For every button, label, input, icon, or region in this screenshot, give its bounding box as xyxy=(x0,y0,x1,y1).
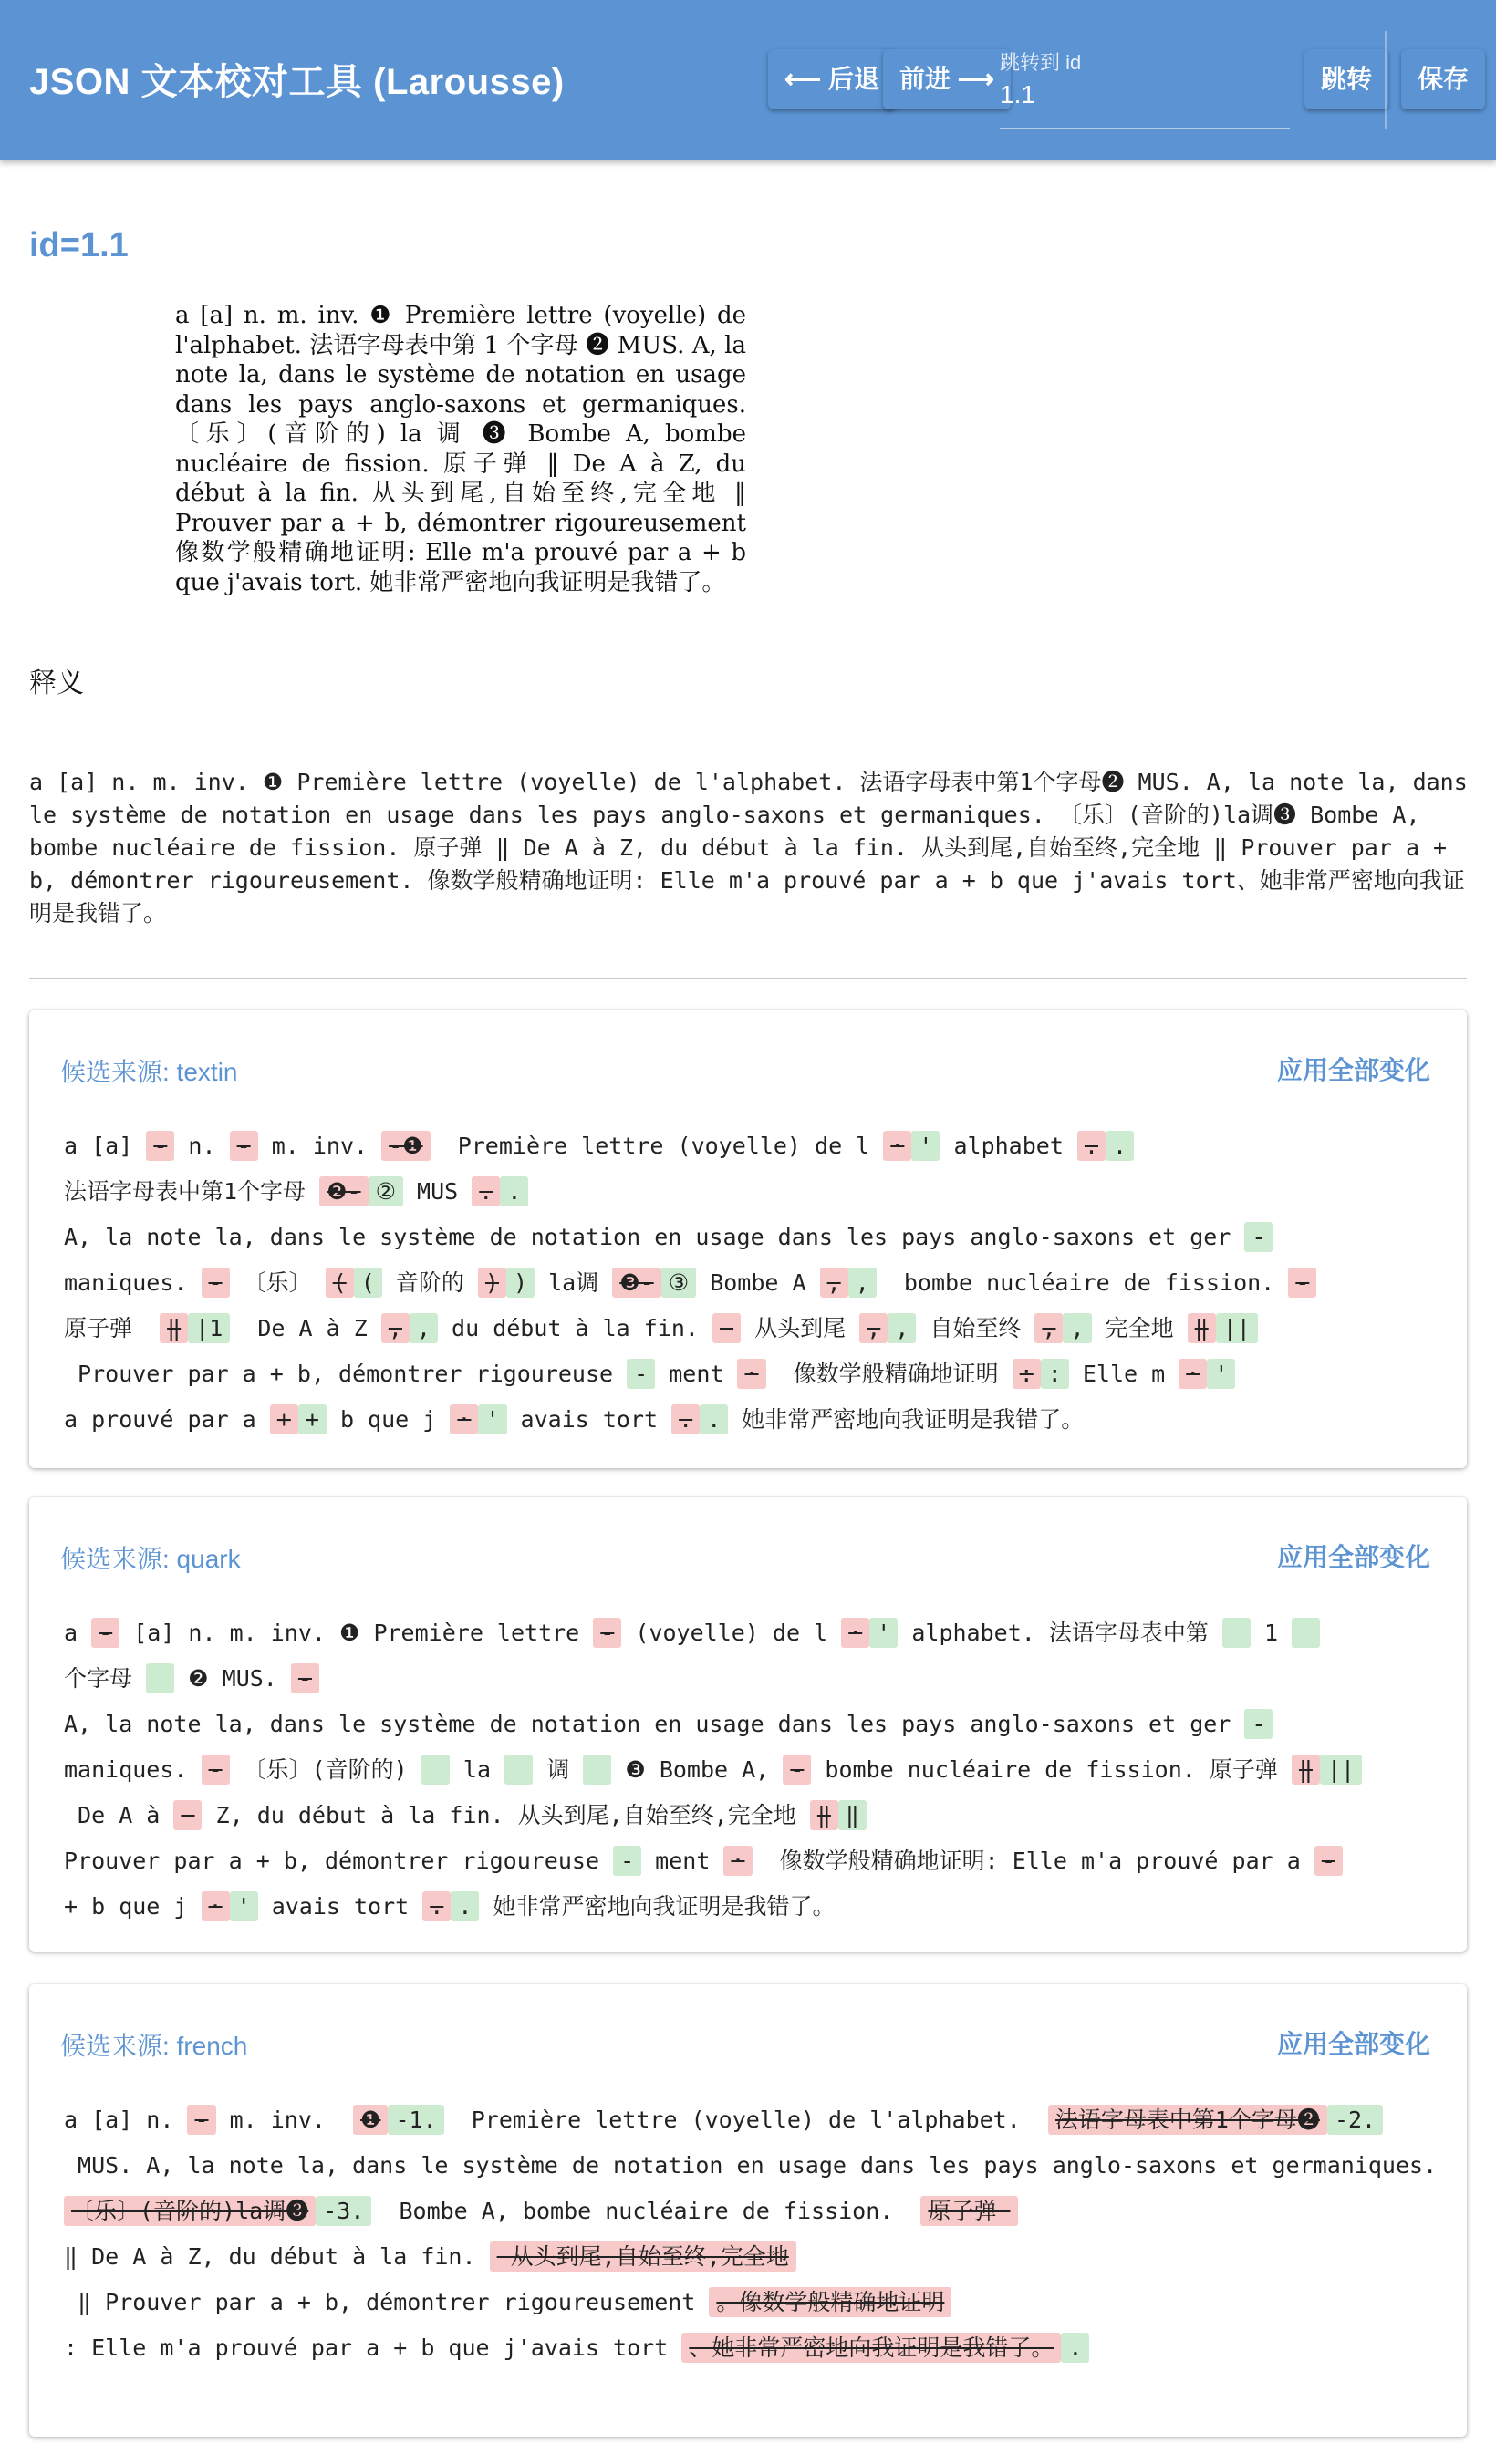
diff-insertion: ③ xyxy=(661,1268,696,1298)
diff-insertion: - xyxy=(613,1846,641,1876)
diff-deletion: , xyxy=(820,1268,848,1298)
diff-insertion: ' xyxy=(230,1891,258,1921)
diff-deletion: · xyxy=(1179,1359,1207,1389)
diff-text: du début à la fin. xyxy=(437,1315,713,1341)
diff-line xyxy=(64,1306,1432,1351)
diff-line xyxy=(64,1838,1432,1884)
diff-insertion: , xyxy=(848,1268,877,1298)
diff-insertion xyxy=(146,1663,174,1693)
diff-line xyxy=(64,1123,1432,1169)
diff-deletion: ❶ xyxy=(353,2105,388,2135)
diff-insertion: ' xyxy=(478,1404,506,1434)
candidate-card-quark xyxy=(29,1497,1467,1952)
diff-deletion: , xyxy=(1034,1313,1063,1343)
diff-text: 个字母 xyxy=(64,1665,147,1692)
diff-deletion: ( xyxy=(326,1268,354,1298)
diff-insertion: || xyxy=(1216,1313,1258,1343)
diff-deletion: 法语字母表中第1个字母❷ xyxy=(1048,2105,1327,2135)
diff-deletion: - xyxy=(783,1755,811,1785)
diff-insertion: , xyxy=(888,1313,916,1343)
definition-section-label: 释义 xyxy=(29,668,84,699)
diff-text: 1 xyxy=(1250,1620,1293,1646)
diff-insertion xyxy=(504,1755,533,1785)
diff-line xyxy=(64,2189,1432,2234)
diff-insertion: ' xyxy=(1207,1359,1235,1389)
diff-line xyxy=(64,1351,1432,1397)
diff-text: Prouver par a + b, démontrer rigoureuse xyxy=(64,1848,614,1874)
diff-insertion: ② xyxy=(369,1176,403,1206)
diff-insertion: , xyxy=(1063,1313,1091,1343)
diff-line xyxy=(64,1656,1432,1702)
diff-insertion: |1 xyxy=(188,1313,230,1343)
diff-text: ment xyxy=(641,1848,724,1874)
diff-line xyxy=(64,1884,1432,1930)
diff-text: 法语字母表中第1个字母 xyxy=(64,1178,320,1205)
diff-text: m. inv. xyxy=(257,1133,382,1159)
diff-insertion: . xyxy=(700,1404,728,1434)
diff-text: 调 xyxy=(533,1756,584,1783)
diff-deletion: 〔乐〕(音阶的)la调❸ xyxy=(64,2196,316,2226)
diff-insertion: + xyxy=(298,1404,327,1434)
diff-text: ‖ Prouver par a + b, démontrer rigoureusement xyxy=(64,2289,710,2315)
diff-insertion: ( xyxy=(354,1268,382,1298)
diff-deletion: + xyxy=(270,1404,298,1434)
diff-line xyxy=(64,1747,1432,1793)
candidate-card-french xyxy=(29,1984,1467,2437)
diff-deletion: 原子弹 xyxy=(920,2196,1017,2226)
diff-text: ment xyxy=(655,1361,738,1387)
diff-insertion: ' xyxy=(869,1618,898,1648)
diff-deletion: - xyxy=(291,1663,319,1693)
diff-deletion: ) xyxy=(478,1268,506,1298)
header-divider xyxy=(1385,31,1387,129)
diff-insertion: - xyxy=(1244,1222,1273,1252)
diff-deletion: . xyxy=(671,1404,700,1434)
diff-text: Elle m xyxy=(1068,1361,1179,1387)
diff-insertion: - xyxy=(1244,1709,1273,1739)
diff-deletion: - xyxy=(202,1755,230,1785)
app-title: JSON 文本校对工具 (Larousse) xyxy=(29,62,565,102)
diff-insertion: -1. xyxy=(388,2105,443,2135)
diff-line xyxy=(64,2280,1432,2325)
diff-deletion: ‖ xyxy=(810,1800,838,1830)
diff-deletion: ‖ xyxy=(160,1313,188,1343)
diff-text: De A à xyxy=(64,1802,174,1828)
diff-text: avais tort xyxy=(257,1893,423,1920)
diff-text: 从头到尾 xyxy=(741,1315,860,1341)
candidate-source-label: 候选来源: french xyxy=(60,2032,248,2060)
diff-insertion: -2. xyxy=(1327,2105,1383,2135)
diff-deletion: · xyxy=(723,1846,752,1876)
diff-insertion: . xyxy=(1106,1131,1134,1161)
diff-text: Z, du début à la fin. 从头到尾,自始至终,完全地 xyxy=(202,1802,810,1828)
diff-text: avais tort xyxy=(506,1406,672,1433)
diff-deletion: , xyxy=(859,1313,888,1343)
diff-text: 原子弹 xyxy=(64,1315,161,1341)
diff-line xyxy=(64,2234,1432,2280)
diff-deletion: · xyxy=(202,1891,230,1921)
candidate-diff xyxy=(64,1123,1432,1443)
diff-text: 她非常严密地向我证明是我错了。 xyxy=(728,1406,1085,1433)
diff-insertion: ' xyxy=(911,1131,940,1161)
diff-deletion: ‖ xyxy=(1292,1755,1320,1785)
diff-insertion: : xyxy=(1041,1359,1069,1389)
diff-text: 〔乐〕 xyxy=(229,1269,326,1296)
diff-deletion: ‖ xyxy=(1188,1313,1216,1343)
diff-line xyxy=(64,1397,1432,1443)
diff-line xyxy=(64,2143,1438,2189)
diff-insertion xyxy=(583,1755,611,1785)
diff-text: MUS. A, la note la, dans le système de notation en usage dans les pays anglo-saxons et germaniques. xyxy=(64,2152,1438,2179)
diff-deletion: · xyxy=(841,1618,869,1648)
diff-insertion: , xyxy=(410,1313,438,1343)
diff-text: ❸ Bombe A, xyxy=(611,1756,784,1783)
diff-text: bombe nucléaire de fission. 原子弹 xyxy=(811,1756,1292,1783)
diff-text: ‖ De A à Z, du début à la fin. xyxy=(64,2243,490,2270)
diff-deletion: ❸- xyxy=(612,1268,660,1298)
jump-to-id-input[interactable]: 1.1 xyxy=(1000,80,1035,109)
diff-text: 自始至终 xyxy=(916,1315,1035,1341)
diff-text: (voyelle) de l xyxy=(621,1620,842,1646)
candidate-card-textin xyxy=(29,1010,1467,1468)
diff-deletion: - xyxy=(173,1800,202,1830)
diff-insertion: || xyxy=(1320,1755,1362,1785)
diff-text: + b que j xyxy=(64,1893,202,1920)
diff-insertion xyxy=(421,1755,450,1785)
diff-deletion: - xyxy=(1314,1846,1343,1876)
diff-text: Première lettre (voyelle) de l xyxy=(430,1133,884,1159)
record-id-title: id=1.1 xyxy=(29,226,129,264)
diff-deletion: 、她非常严密地向我证明是我错了。 xyxy=(681,2333,1061,2363)
diff-text: la xyxy=(449,1756,505,1783)
jump-to-id-label: 跳转到 id xyxy=(1000,51,1082,74)
diff-text: la调 xyxy=(535,1269,613,1296)
candidate-source-label: 候选来源: textin xyxy=(60,1058,238,1086)
diff-text: n. xyxy=(174,1133,230,1159)
diff-line xyxy=(64,1169,1432,1215)
diff-deletion: - xyxy=(202,1268,230,1298)
forward-button[interactable]: 前进 ⟶ xyxy=(883,49,1011,109)
diff-text: maniques. xyxy=(64,1269,202,1296)
diff-text: [a] n. m. inv. ❶ Première lettre xyxy=(119,1620,594,1646)
diff-deletion: - xyxy=(712,1313,741,1343)
diff-text: : Elle m'a prouvé par a + b que j'avais tort xyxy=(64,2335,682,2361)
diff-insertion: . xyxy=(1061,2333,1089,2363)
diff-deletion: : xyxy=(1013,1359,1041,1389)
jump-button[interactable]: 跳转 xyxy=(1304,49,1388,109)
diff-deletion: . xyxy=(422,1891,451,1921)
diff-text: Première lettre (voyelle) de l'alphabet. xyxy=(443,2107,1048,2133)
diff-text: bombe nucléaire de fission. xyxy=(876,1269,1289,1296)
textarea-underline xyxy=(29,978,1467,979)
diff-deletion: - xyxy=(146,1131,174,1161)
diff-line xyxy=(64,1215,1432,1260)
diff-line xyxy=(64,1702,1432,1747)
diff-insertion: ) xyxy=(506,1268,535,1298)
diff-deletion: · xyxy=(737,1359,765,1389)
diff-deletion: - xyxy=(230,1131,258,1161)
apply-all-changes-button[interactable]: 应用全部变化 xyxy=(1276,2030,1430,2058)
diff-insertion: -3. xyxy=(316,2196,371,2226)
diff-text: a prouvé par a xyxy=(64,1406,270,1433)
diff-text: 〔乐〕(音阶的) xyxy=(229,1756,421,1783)
candidate-source-label: 候选来源: quark xyxy=(60,1545,241,1573)
diff-text: MUS xyxy=(403,1178,473,1205)
diff-text: A, la note la, dans le système de notation en usage dans les pays anglo-saxons et ger xyxy=(64,1711,1245,1737)
back-button[interactable]: ⟵ 后退 xyxy=(768,49,896,109)
diff-insertion: ‖ xyxy=(838,1800,867,1830)
diff-insertion xyxy=(1222,1618,1251,1648)
diff-deletion: . xyxy=(472,1176,500,1206)
save-button[interactable]: 保存 xyxy=(1401,49,1485,109)
diff-line xyxy=(64,1793,1432,1838)
diff-deletion: 。像数学般精确地证明 xyxy=(709,2287,951,2317)
diff-deletion: . xyxy=(1077,1131,1106,1161)
diff-line xyxy=(64,2097,1432,2143)
diff-deletion: - xyxy=(1288,1268,1316,1298)
definition-textarea[interactable]: a [a] n. m. inv. ❶ Première lettre (voyelle) de l'alphabet. 法语字母表中第1个字母❷ MUS. A, la note la, dans le système de notation en usage dans les pays anglo-saxons et germaniques. 〔乐〕(音阶的)la调❸ Bombe A, bombe nucléaire de fission. 原子弹 ‖ De A à Z, du début à la fin. 从头到尾,自始至终,完全地 ‖ Prouver par a + b, démontrer rigoureusement. 像数学般精确地证明: Elle m'a prouvé par a + b que j'avais tort、她非常严密地向我证明是我错了。 xyxy=(29,769,1468,927)
diff-text: ❷ MUS. xyxy=(174,1665,291,1692)
diff-text: 音阶的 xyxy=(381,1269,478,1296)
diff-text: a [a] xyxy=(64,1133,147,1159)
diff-deletion: - xyxy=(593,1618,621,1648)
dictionary-scan-image: a [a] n. m. inv. ❶ Première lettre (voyelle) de l'alphabet. 法语字母表中第 1 个字母 ❷ MUS. A, la note la, dans le système de notation en usage dans les pays anglo-saxons et germaniques. 〔乐〕(音阶的) la 调 ❸ Bombe A, bombe nucléaire de fission. 原子弹 ‖ De A à Z, du début à la fin. 从头到尾,自始至终,完全地 ‖ Prouver par a + b, démontrer rigoureusement 像数学般精确地证明: Elle m'a prouvé par a + b que j'avais tort. 她非常严密地向我证明是我错了。 xyxy=(175,302,746,596)
diff-line xyxy=(64,1610,1432,1656)
diff-text: De A à Z xyxy=(230,1315,381,1341)
diff-text: maniques. xyxy=(64,1756,202,1783)
diff-text: A, la note la, dans le système de notation en usage dans les pays anglo-saxons et ger xyxy=(64,1224,1245,1250)
diff-text: Bombe A, bombe nucléaire de fission. xyxy=(371,2198,921,2224)
diff-deletion: · xyxy=(883,1131,911,1161)
apply-all-changes-button[interactable]: 应用全部变化 xyxy=(1276,1056,1430,1084)
diff-text: m. inv. xyxy=(215,2107,354,2133)
diff-deletion: · xyxy=(450,1404,478,1434)
diff-deletion: - xyxy=(187,2105,215,2135)
diff-deletion: , xyxy=(381,1313,410,1343)
apply-all-changes-button[interactable]: 应用全部变化 xyxy=(1276,1543,1430,1571)
jump-to-id-underline xyxy=(1000,128,1290,129)
diff-line xyxy=(64,1260,1432,1306)
candidate-diff xyxy=(64,2097,1438,2371)
diff-insertion: . xyxy=(500,1176,528,1206)
diff-text: alphabet xyxy=(940,1133,1077,1159)
diff-deletion: ❷- xyxy=(319,1176,368,1206)
diff-text: alphabet. 法语字母表中第 xyxy=(898,1620,1222,1646)
diff-text: 她非常严密地向我证明是我错了。 xyxy=(479,1893,836,1920)
candidate-diff xyxy=(64,1610,1432,1930)
diff-deletion: -❶ xyxy=(381,1131,430,1161)
diff-text: 像数学般精确地证明 xyxy=(765,1361,1013,1387)
diff-text: b que j xyxy=(326,1406,451,1433)
diff-line xyxy=(64,2325,1432,2371)
jump-to-id-field[interactable] xyxy=(1000,44,1290,129)
diff-text: a xyxy=(64,1620,92,1646)
diff-text: 像数学般精确地证明: Elle m'a prouvé par a xyxy=(752,1848,1314,1874)
diff-text: 完全地 xyxy=(1091,1315,1188,1341)
diff-text: Bombe A xyxy=(696,1269,820,1296)
diff-text: a [a] n. xyxy=(64,2107,188,2133)
diff-deletion: 从头到尾,自始至终,完全地 xyxy=(490,2241,796,2272)
app-bar xyxy=(0,0,1496,160)
diff-deletion: - xyxy=(91,1618,119,1648)
diff-insertion: . xyxy=(451,1891,479,1921)
diff-insertion: - xyxy=(627,1359,655,1389)
diff-text: Prouver par a + b, démontrer rigoureuse xyxy=(64,1361,628,1387)
diff-insertion xyxy=(1292,1618,1320,1648)
